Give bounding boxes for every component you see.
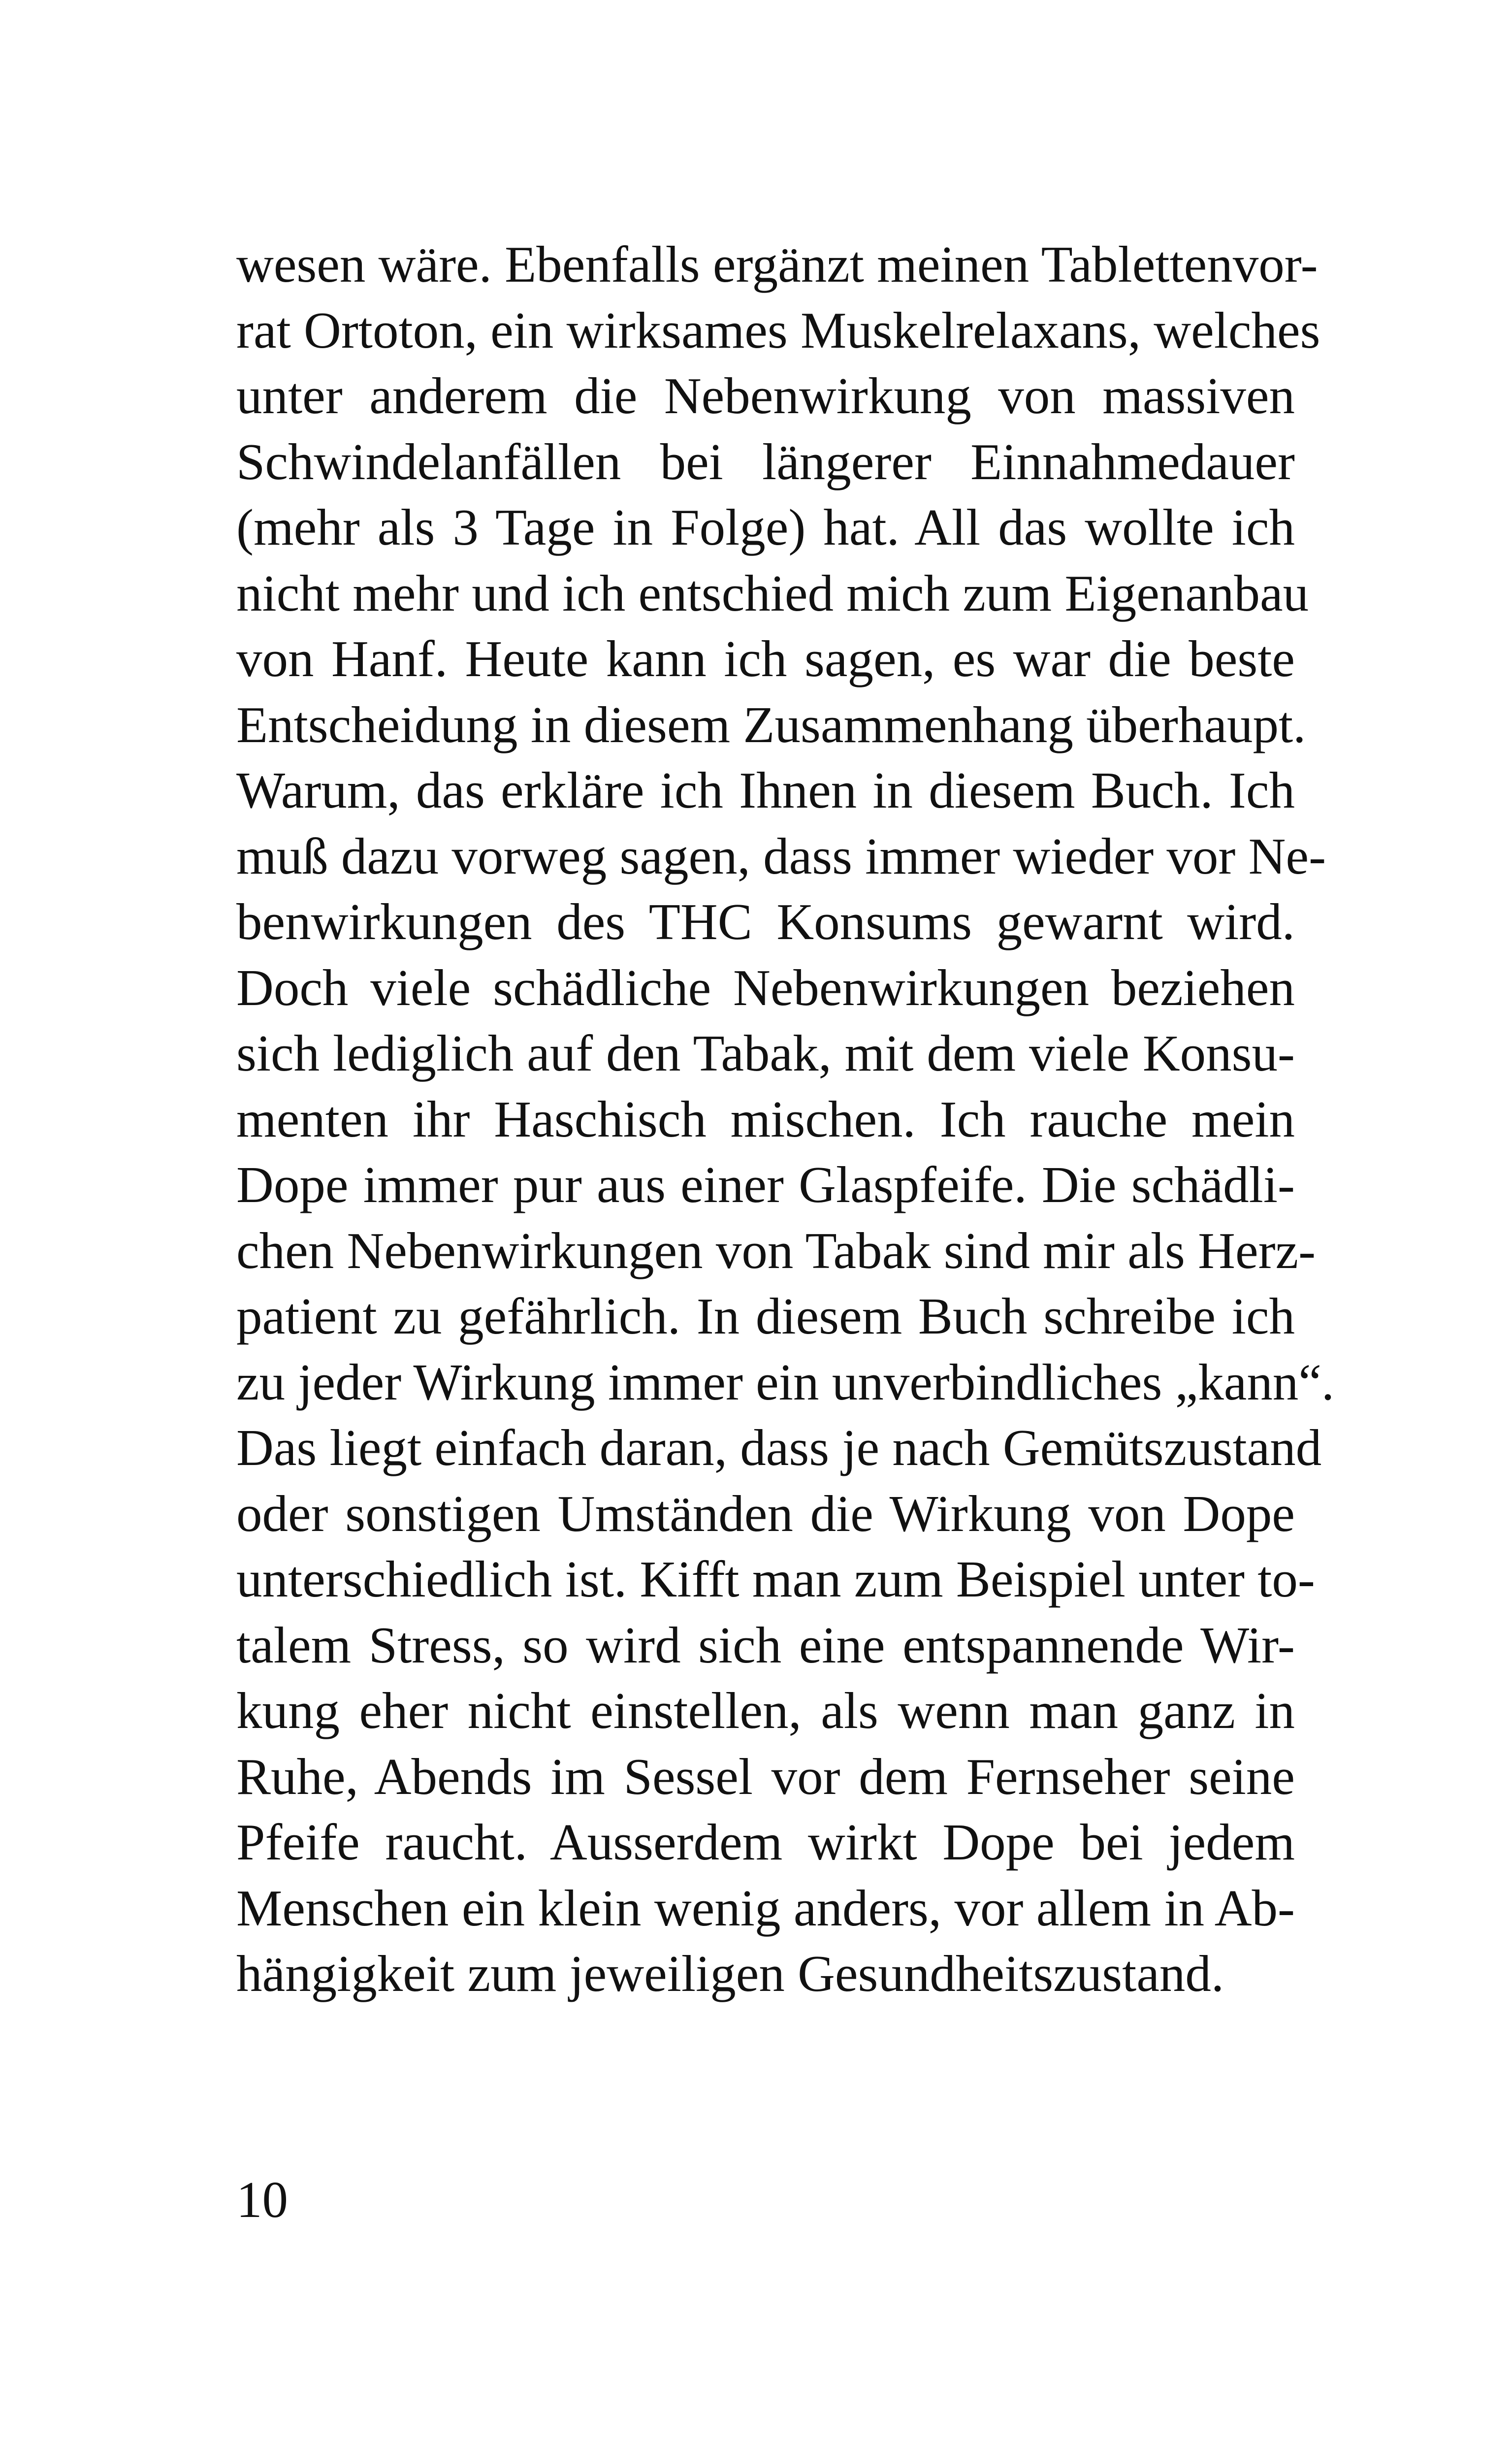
text-line: Ruhe, Abends im Sessel vor dem Fernseher seine <box>236 1747 1295 1805</box>
text-line: sich lediglich auf den Tabak, mit dem viele Konsu- <box>236 1024 1295 1082</box>
text-line: Pfeife raucht. Ausserdem wirkt Dope bei jedem <box>236 1813 1295 1871</box>
text-line: (mehr als 3 Tage in Folge) hat. All das wollte ich <box>236 498 1295 556</box>
text-line: patient zu gefährlich. In diesem Buch schreibe ich <box>236 1287 1295 1345</box>
text-line: unterschiedlich ist. Kifft man zum Beispiel unter to- <box>236 1550 1315 1608</box>
text-line: Das liegt einfach daran, dass je nach Gemütszustand <box>236 1419 1322 1476</box>
text-line: zu jeder Wirkung immer ein unverbindliches „kann“. <box>236 1353 1335 1411</box>
text-line: menten ihr Haschisch mischen. Ich rauche mein <box>236 1090 1295 1148</box>
text-line: unter anderem die Nebenwirkung von massiven <box>236 367 1295 424</box>
body-text <box>236 231 1335 2007</box>
text-line: Warum, das erkläre ich Ihnen in diesem Buch. Ich <box>236 761 1295 819</box>
text-line: kung eher nicht einstellen, als wenn man ganz in <box>236 1682 1295 1739</box>
text-line: Entscheidung in diesem Zusammenhang überhaupt. <box>236 695 1306 753</box>
text-line: Dope immer pur aus einer Glaspfeife. Die schädli- <box>236 1156 1295 1213</box>
text-line: von Hanf. Heute kann ich sagen, es war die beste <box>236 630 1295 687</box>
page-number: 10 <box>236 2171 288 2228</box>
text-line: talem Stress, so wird sich eine entspannende Wir- <box>236 1616 1295 1674</box>
text-line: wesen wäre. Ebenfalls ergänzt meinen Tablettenvor- <box>236 235 1318 293</box>
text-line: Schwindelanfällen bei längerer Einnahmedauer <box>236 432 1295 490</box>
text-line: chen Nebenwirkungen von Tabak sind mir als Herz- <box>236 1221 1316 1279</box>
text-line: benwirkungen des THC Konsums gewarnt wird. <box>236 893 1295 950</box>
text-line: muß dazu vorweg sagen, dass immer wieder vor Ne- <box>236 827 1326 885</box>
text-line: Menschen ein klein wenig anders, vor allem in Ab- <box>236 1879 1295 1937</box>
text-line: rat Ortoton, ein wirksames Muskelrelaxans, welches <box>236 301 1320 359</box>
text-line: nicht mehr und ich entschied mich zum Eigenanbau <box>236 564 1309 622</box>
text-line-last: hängigkeit zum jeweiligen Gesundheitszustand. <box>236 1945 1224 2002</box>
text-line: oder sonstigen Umständen die Wirkung von Dope <box>236 1484 1295 1542</box>
text-line: Doch viele schädliche Nebenwirkungen beziehen <box>236 958 1295 1016</box>
